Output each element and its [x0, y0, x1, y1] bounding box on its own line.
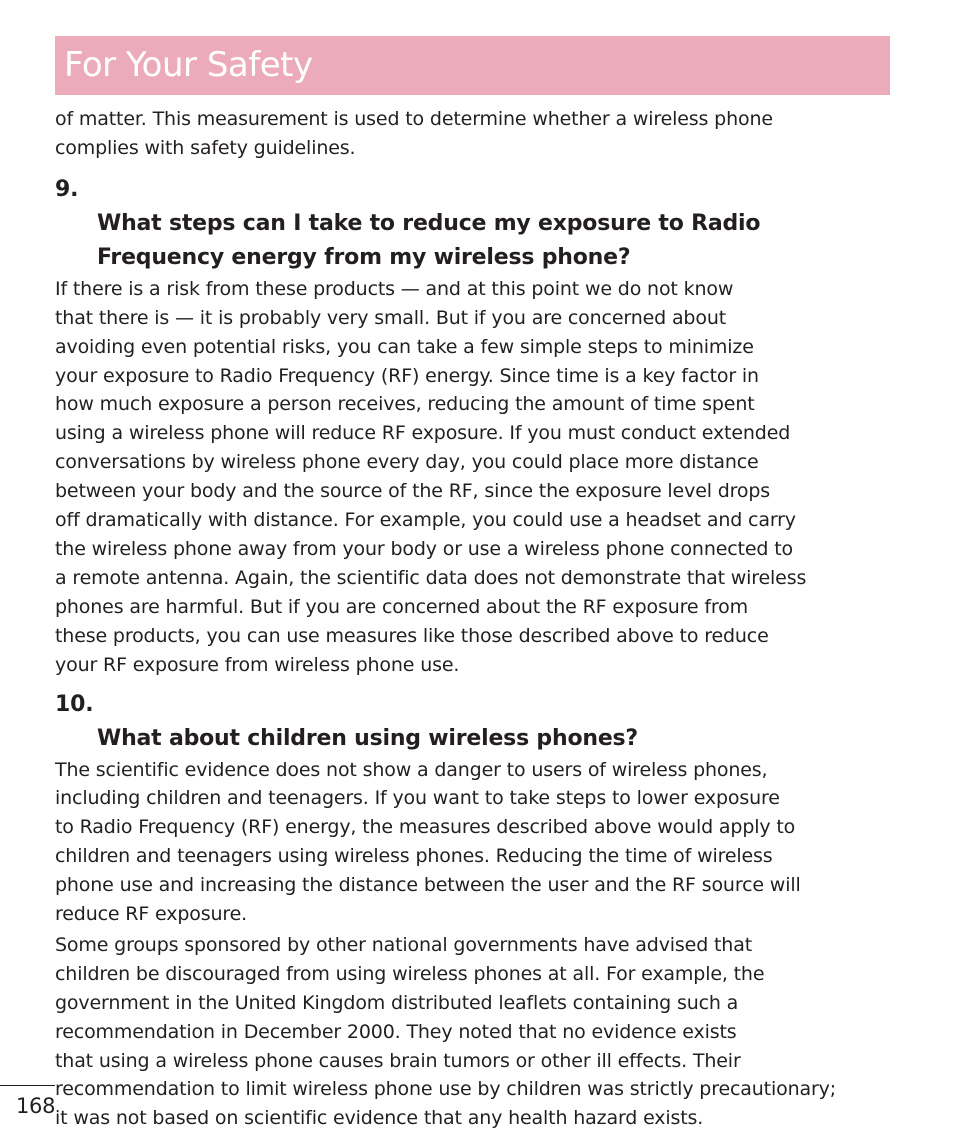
intro-paragraph: of matter. This measurement is used to determine whether a wireless phone complies with safety guidelines. [55, 108, 773, 159]
section-10-paragraph-2: Some groups sponsored by other national governments have advised that children be discouraged from using wireless phones at all. For example, the government in the United Kingdom distributed leaflets containing such a recommendation in December 2000. They noted that no evidence exists that using a wireless phone causes brain tumors or other ill effects. Their recommendation to limit wireless phone use by children was strictly precautionary; it was not based on scientific evidence that any health hazard exists. [55, 933, 836, 1130]
section-10-paragraph-1: The scientific evidence does not show a danger to users of wireless phones, including children and teenagers. If you want to take steps to lower exposure to Radio Frequency (RF) energy, the measures described above would apply to children and teenagers using wireless phones. Reducing the time of wireless phone use and increasing the distance between the user and the RF source will reduce RF exposure. [55, 758, 801, 926]
section-header-bar [55, 36, 890, 95]
section-10-heading [55, 688, 893, 756]
section-9-number: 9. [55, 176, 79, 202]
page-content [55, 105, 893, 1133]
section-9-heading [55, 173, 893, 275]
section-10-number: 10. [55, 691, 94, 717]
section-9-paragraph: If there is a risk from these products — and at this point we do not know that there is — it is probably very small. But if you are concerned about avoiding even potential risks, you can take a few simple steps to minimize your exposure to Radio Frequency (RF) energy. Since time is a key factor in how much exposure a person receives, reducing the amount of time spent using a wireless phone will reduce RF exposure. If you must conduct extended conversations by wireless phone every day, you could place more distance between your body and the source of the RF, since the exposure level drops off dramatically with distance. For example, you could use a headset and carry the wireless phone away from your body or use a wireless phone connected to a remote antenna. Again, the scientific data does not demonstrate that wireless phones are harmful. But if you are concerned about the RF exposure from these products, you can use measures like those described above to reduce your RF exposure from wireless phone use. [55, 277, 807, 676]
page-number-rule [0, 1085, 55, 1086]
page-number: 168 [16, 1094, 56, 1118]
section-9-heading-text: What steps can I take to reduce my exposure to Radio Frequency energy from my wireless phone? [97, 210, 761, 270]
section-10-heading-text: What about children using wireless phones? [97, 725, 638, 751]
page-title: For Your Safety [64, 45, 313, 85]
